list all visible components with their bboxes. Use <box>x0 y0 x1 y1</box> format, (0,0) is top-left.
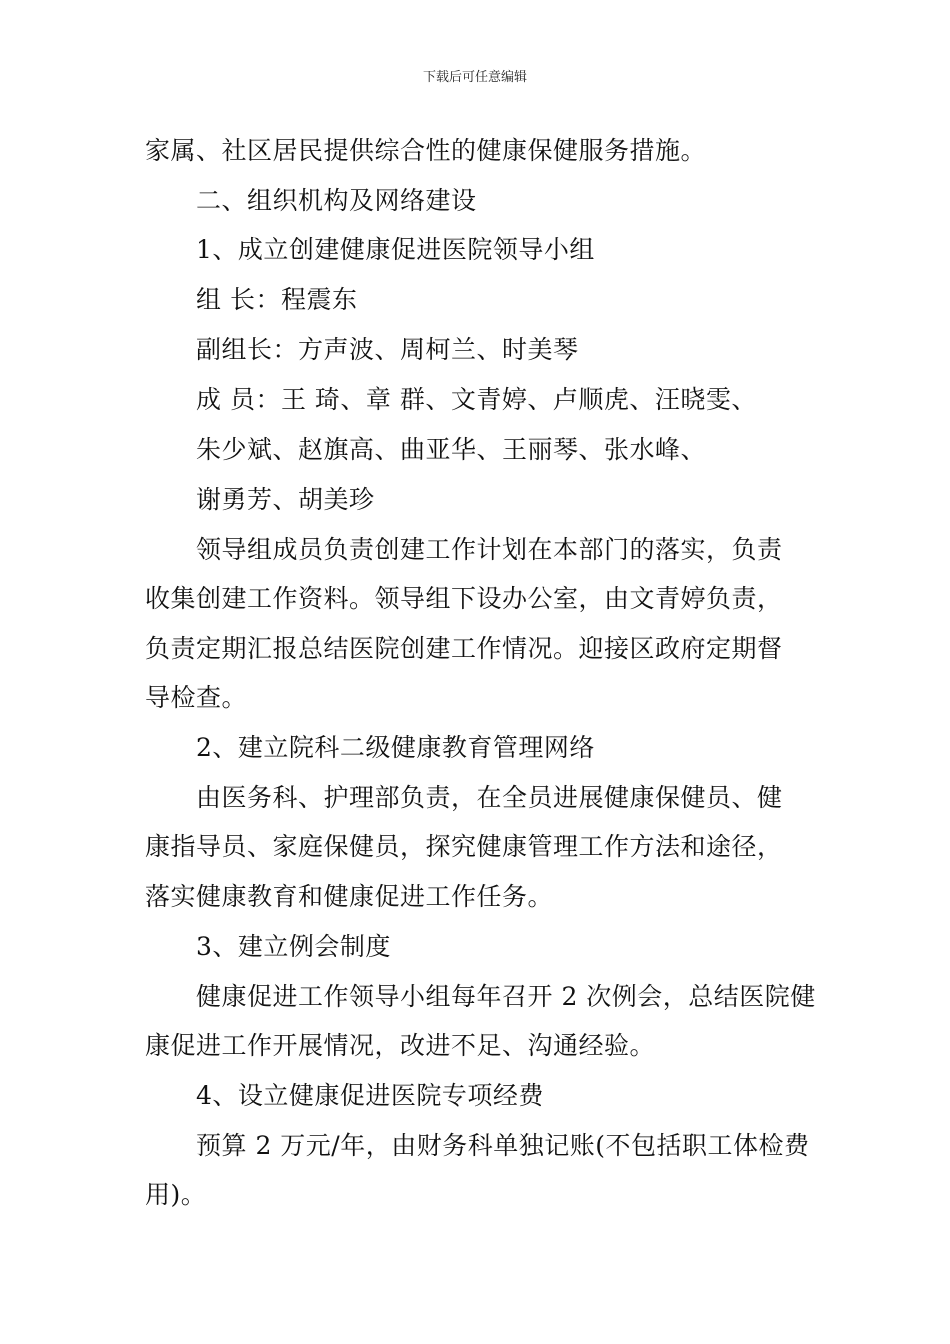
text-line: 由医务科、护理部负责，在全员进展健康保健员、健 <box>196 783 783 812</box>
subsection-heading: 4、设立健康促进医院专项经费 <box>196 1081 544 1110</box>
text-line: 负责定期汇报总结医院创建工作情况。迎接区政府定期督 <box>145 634 783 663</box>
text-line: 成 员：王 琦、章 群、文青婷、卢顺虎、汪晓雯、 <box>196 385 757 414</box>
subsection-heading: 2、建立院科二级健康教育管理网络 <box>196 733 595 762</box>
subsection-heading: 3、建立例会制度 <box>196 932 391 961</box>
text-line: 康指导员、家庭保健员，探究健康管理工作方法和途径， <box>145 832 783 861</box>
text-line: 领导组成员负责创建工作计划在本部门的落实，负责 <box>196 535 783 564</box>
text-line: 用)。 <box>145 1180 207 1209</box>
text-line: 落实健康教育和健康促进工作任务。 <box>145 882 554 911</box>
text-line: 预算 2 万元/年，由财务科单独记账(不包括职工体检费 <box>196 1131 810 1160</box>
text-line: 导检查。 <box>145 683 248 712</box>
text-line: 组 长：程震东 <box>196 285 358 314</box>
text-line: 谢勇芳、胡美珍 <box>196 485 375 514</box>
text-line: 康促进工作开展情况，改进不足、沟通经验。 <box>145 1031 656 1060</box>
text-line: 家属、社区居民提供综合性的健康保健服务措施。 <box>145 136 707 165</box>
text-line: 收集创建工作资料。领导组下设办公室，由文青婷负责， <box>145 584 783 613</box>
text-line: 朱少斌、赵旗高、曲亚华、王丽琴、张水峰、 <box>196 435 707 464</box>
text-line: 副组长：方声波、周柯兰、时美琴 <box>196 335 579 364</box>
page-header: 下载后可任意编辑 <box>422 70 527 85</box>
section-heading: 二、组织机构及网络建设 <box>196 186 477 215</box>
text-line: 健康促进工作领导小组每年召开 2 次例会，总结医院健 <box>196 982 816 1011</box>
subsection-heading: 1、成立创建健康促进医院领导小组 <box>196 235 595 264</box>
